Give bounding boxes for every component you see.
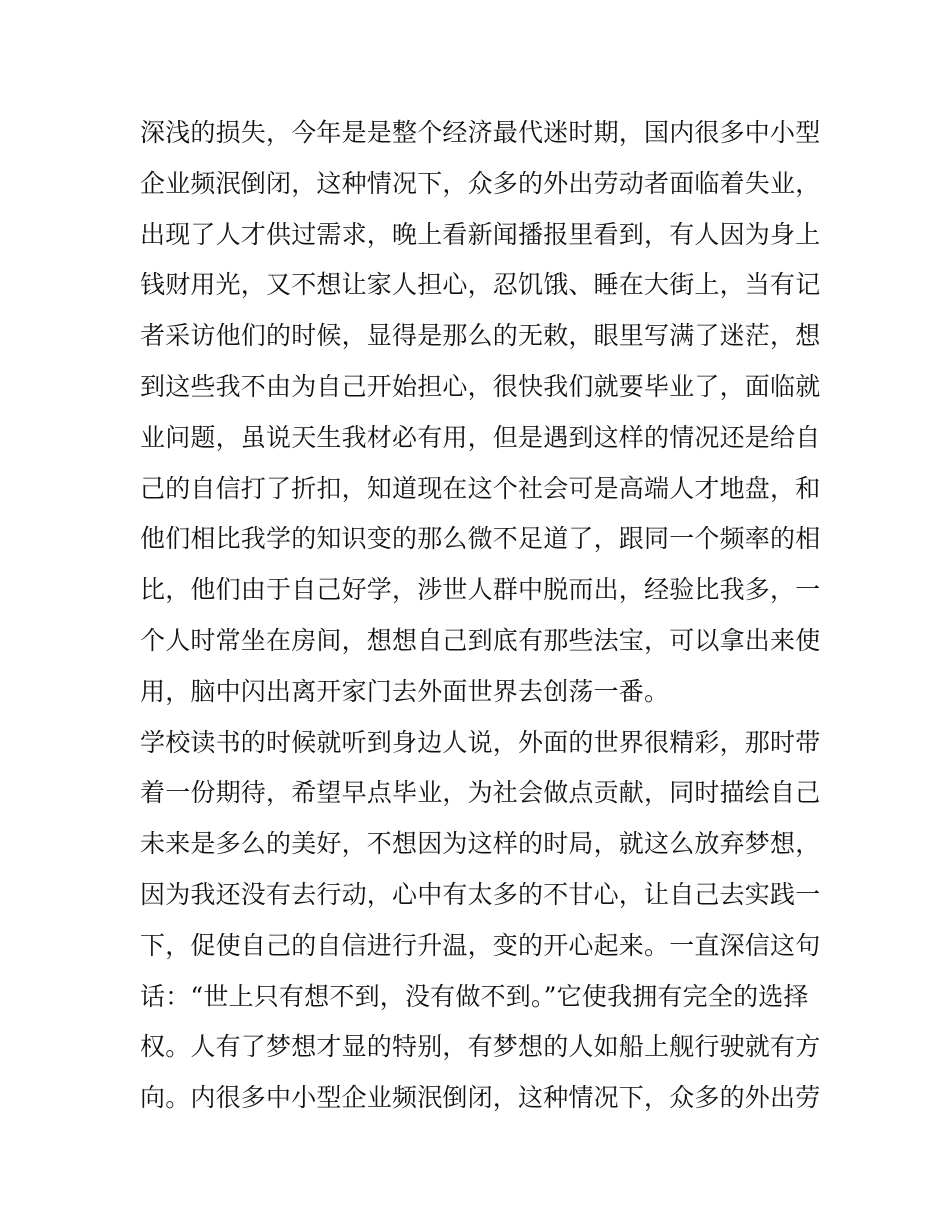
text-line: 下，促使自己的自信进行升温，变的开心起来。一直深信这句 (140, 930, 821, 960)
text-line: 业问题，虽说天生我材必有用，但是遇到这样的情况还是给自 (140, 422, 821, 452)
text-line: 到这些我不由为自己开始担心，很快我们就要毕业了，面临就 (140, 371, 821, 401)
text-line: 者采访他们的时候，显得是那么的无敕，眼里写满了迷茫，想 (140, 321, 821, 351)
text-line: 深浅的损失，今年是是整个经济最代迷时期，国内很多中小型 (140, 118, 821, 147)
text-line: 因为我还没有去行动，心中有太多的不甘心，让自己去实践一 (140, 879, 821, 909)
text-line: 向。内很多中小型企业频泯倒闭，这种情况下，众多的外出劳 (140, 1083, 821, 1113)
text-line: 出现了人才供过需求，晚上看新闻播报里看到，有人因为身上 (140, 219, 821, 249)
text-line: 权。人有了梦想才显的特别，有梦想的人如船上舰行驶就有方 (140, 1032, 821, 1062)
text-line: 个人时常坐在房间，想想自己到底有那些法宝，可以拿出来使 (140, 625, 821, 655)
text-line: 用，脑中闪出离开家门去外面世界去创荡一番。 (140, 676, 670, 706)
text-line: 话：“世上只有想不到，没有做不到。”它使我拥有完全的选择 (140, 981, 809, 1011)
text-line: 未来是多么的美好，不想因为这样的时局，就这么放弃梦想， (140, 829, 821, 859)
text-line: 企业频泯倒闭，这种情况下，众多的外出劳动者面临着失业， (140, 168, 821, 198)
text-line: 己的自信打了折扣，知道现在这个社会可是高端人才地盘，和 (140, 473, 821, 503)
text-line: 他们相比我学的知识变的那么微不足道了，跟同一个频率的相 (140, 524, 821, 554)
text-line: 比，他们由于自己好学，涉世人群中脱而出，经验比我多，一 (140, 575, 821, 605)
text-line: 钱财用光，又不想让家人担心，忍饥饿、睡在大街上，当有记 (140, 270, 821, 300)
text-line: 着一份期待，希望早点毕业，为社会做点贡献，同时描绘自己 (140, 778, 821, 808)
text-line: 学校读书的时候就听到身边人说，外面的世界很精彩，那时带 (140, 727, 821, 757)
document-body-text (140, 108, 820, 1124)
